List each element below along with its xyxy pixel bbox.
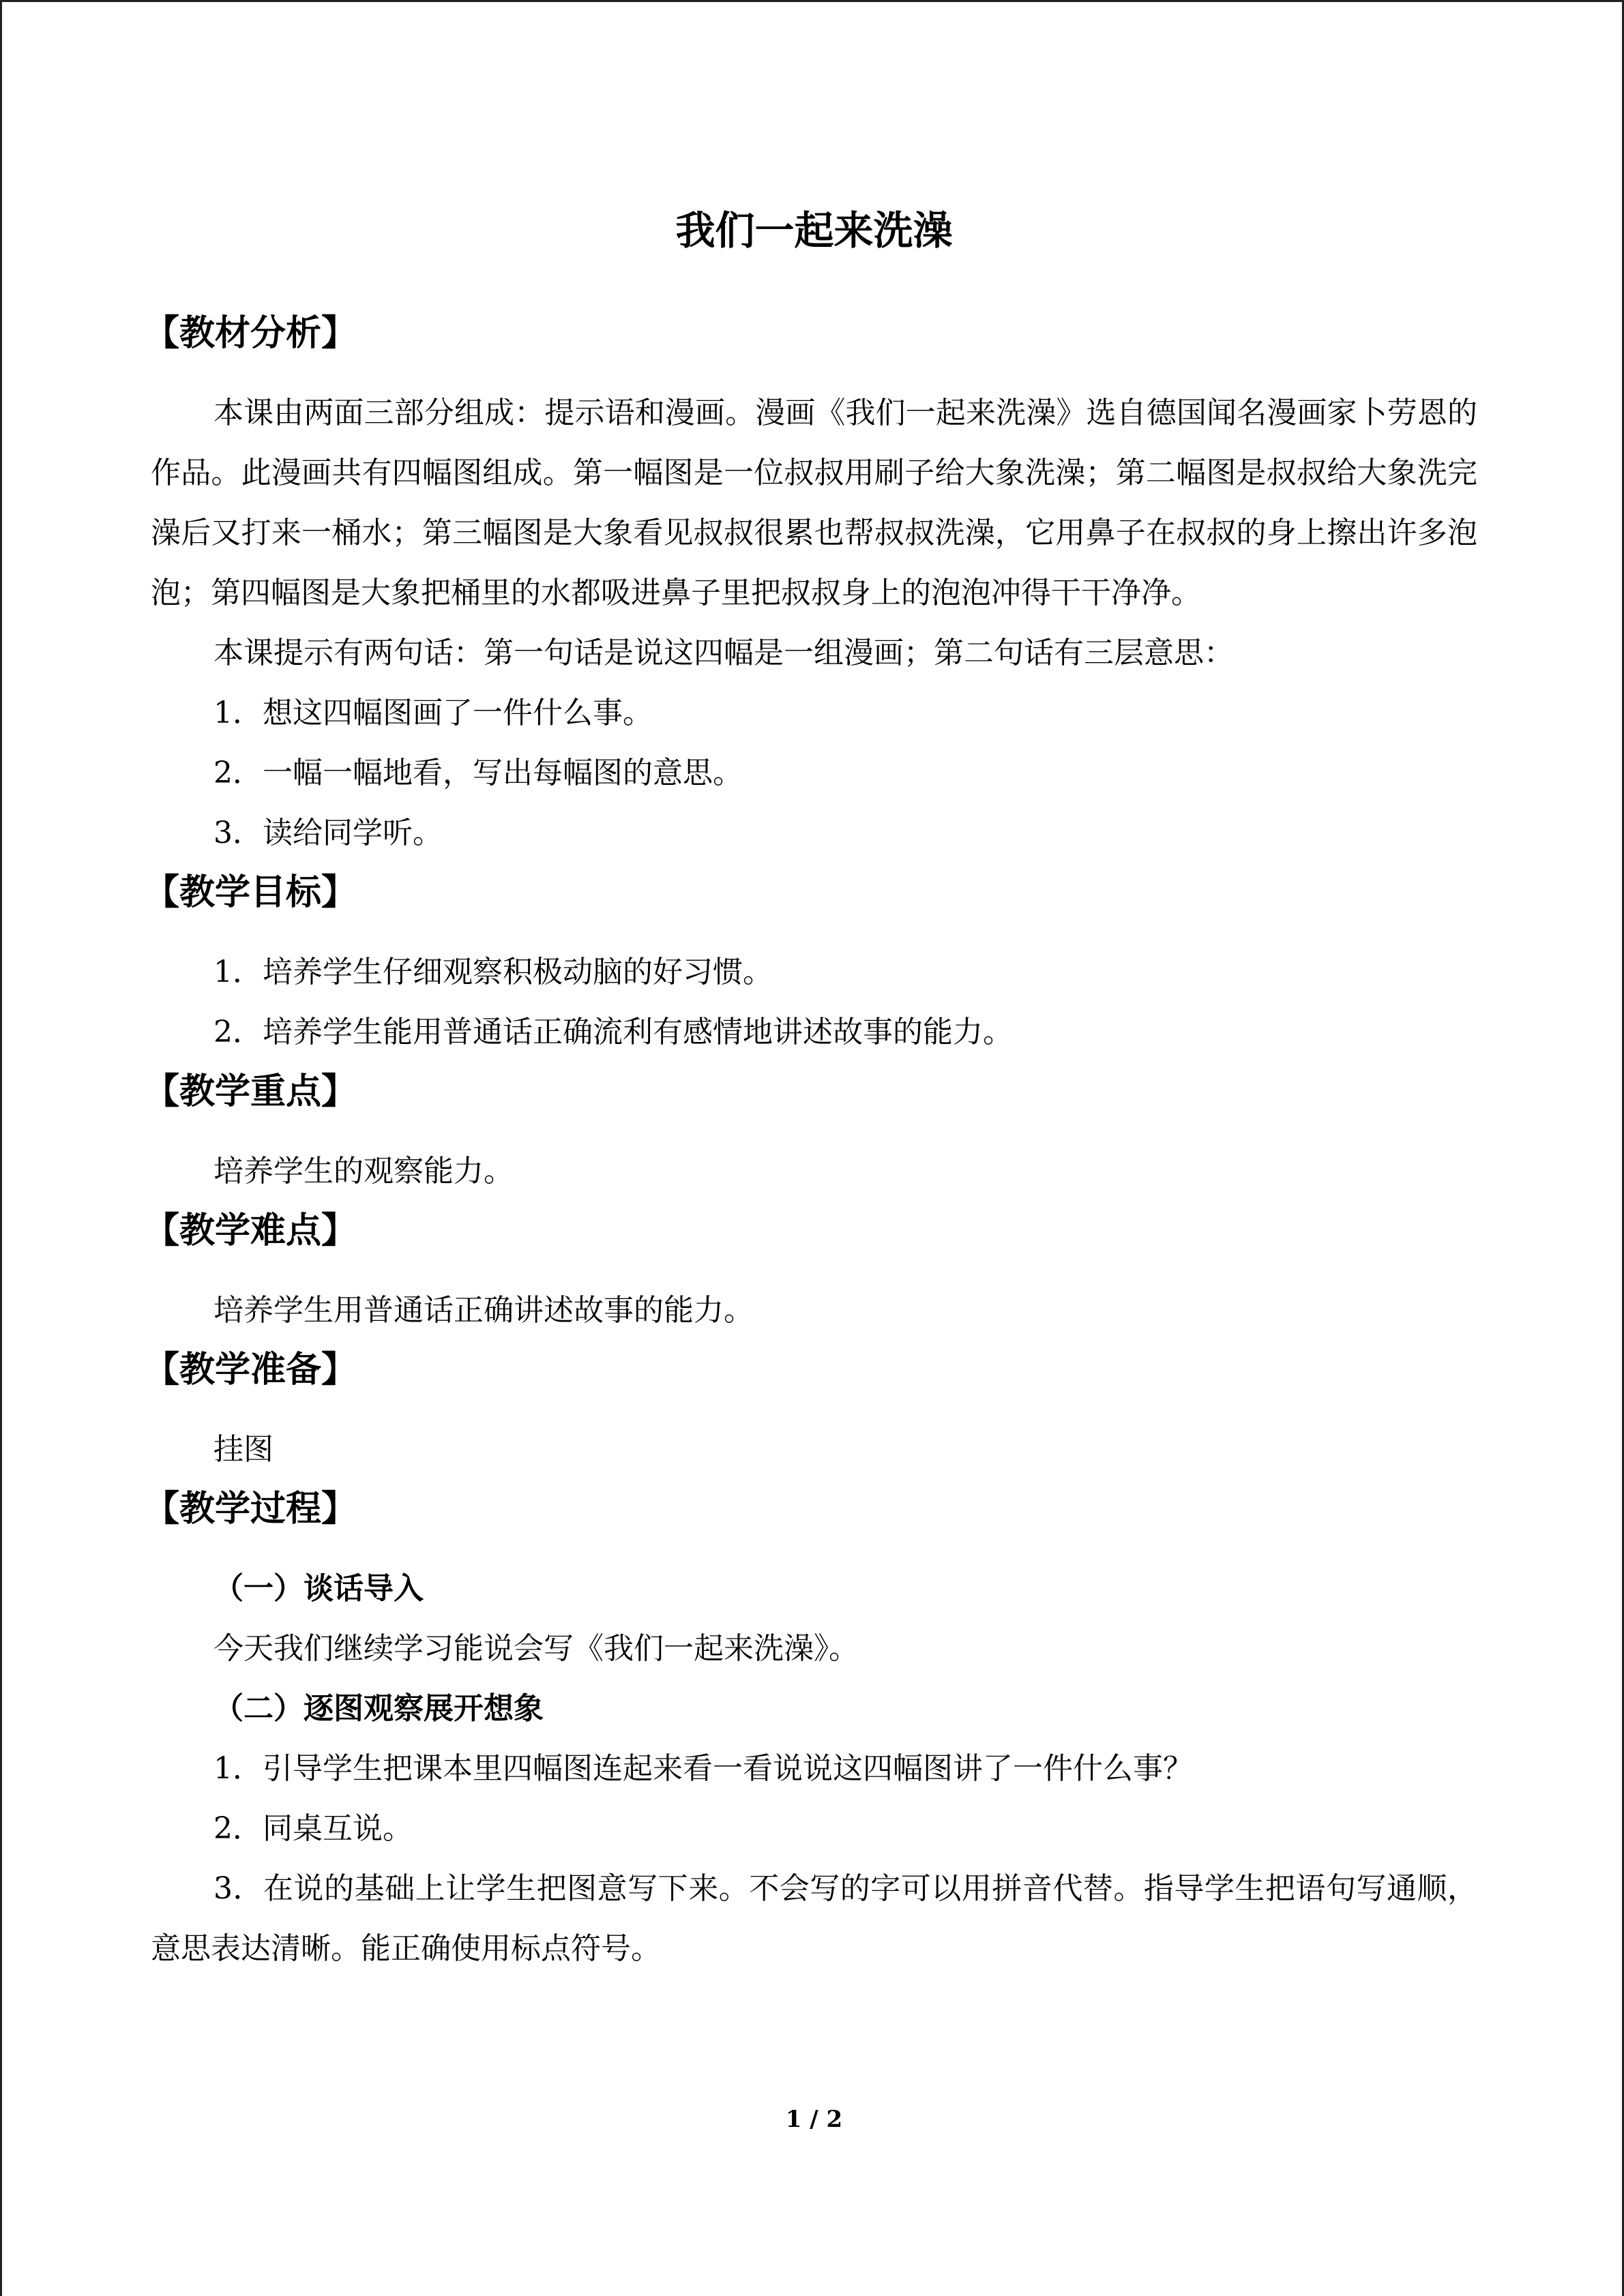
process-step2-heading: （二）逐图观察展开想象 bbox=[213, 1691, 544, 1726]
difficulties-text: 培养学生用普通话正确讲述故事的能力。 bbox=[213, 1293, 754, 1328]
analysis-list-item: 1．想这四幅图画了一件什么事。 bbox=[213, 696, 653, 730]
process-list-item-3: 3．在说的基础上让学生把图意写下来。不会写的字可以用拼音代替。指导学生把语句写通顺，意思表达清晰。能正确使用标点符号。 bbox=[151, 1871, 1477, 1966]
analysis-list-item: 2．一幅一幅地看，写出每幅图的意思。 bbox=[213, 756, 743, 790]
process-step1-heading: （一）谈话导入 bbox=[213, 1571, 424, 1606]
section-heading-process: 【教学过程】 bbox=[144, 1488, 357, 1530]
goals-list-item: 2．培养学生能用普通话正确流利有感情地讲述故事的能力。 bbox=[213, 1015, 1013, 1049]
key-points-text: 培养学生的观察能力。 bbox=[213, 1154, 514, 1189]
process-step1-text: 今天我们继续学习能说会写《我们一起来洗澡》。 bbox=[213, 1631, 859, 1666]
section-heading-difficulties: 【教学难点】 bbox=[144, 1210, 357, 1251]
section-heading-goals: 【教学目标】 bbox=[144, 871, 357, 913]
page-number: 1 / 2 bbox=[785, 2106, 843, 2133]
analysis-paragraph-1: 本课由两面三部分组成：提示语和漫画。漫画《我们一起来洗澡》选自德国闻名漫画家卜劳恩的作品。此漫画共有四幅图组成。第一幅图是一位叔叔用刷子给大象洗澡；第二幅图是叔叔给大象洗完澡后又打来一桶水；第三幅图是大象看见叔叔很累也帮叔叔洗澡，它用鼻子在叔叔的身上擦出许多泡泡；第四幅图是大象把桶里的水都吸进鼻子里把叔叔身上的泡泡冲得干干净净。 bbox=[151, 396, 1477, 610]
section-heading-preparation: 【教学准备】 bbox=[144, 1349, 357, 1390]
goals-list-item: 1．培养学生仔细观察积极动脑的好习惯。 bbox=[213, 955, 773, 989]
section-heading-key-points: 【教学重点】 bbox=[144, 1071, 357, 1112]
section-heading-analysis: 【教材分析】 bbox=[144, 312, 357, 354]
process-list-item: 2．同桌互说。 bbox=[213, 1811, 413, 1846]
document-body bbox=[144, 203, 1477, 1979]
analysis-list-item: 3．读给同学听。 bbox=[213, 816, 443, 850]
process-list-item: 1．引导学生把课本里四幅图连起来看一看说说这四幅图讲了一件什么事？ bbox=[213, 1751, 1193, 1786]
preparation-text: 挂图 bbox=[213, 1432, 274, 1467]
document-title: 我们一起来洗澡 bbox=[675, 207, 953, 254]
analysis-paragraph-2: 本课提示有两句话：第一句话是说这四幅是一组漫画；第二句话有三层意思： bbox=[213, 636, 1234, 670]
